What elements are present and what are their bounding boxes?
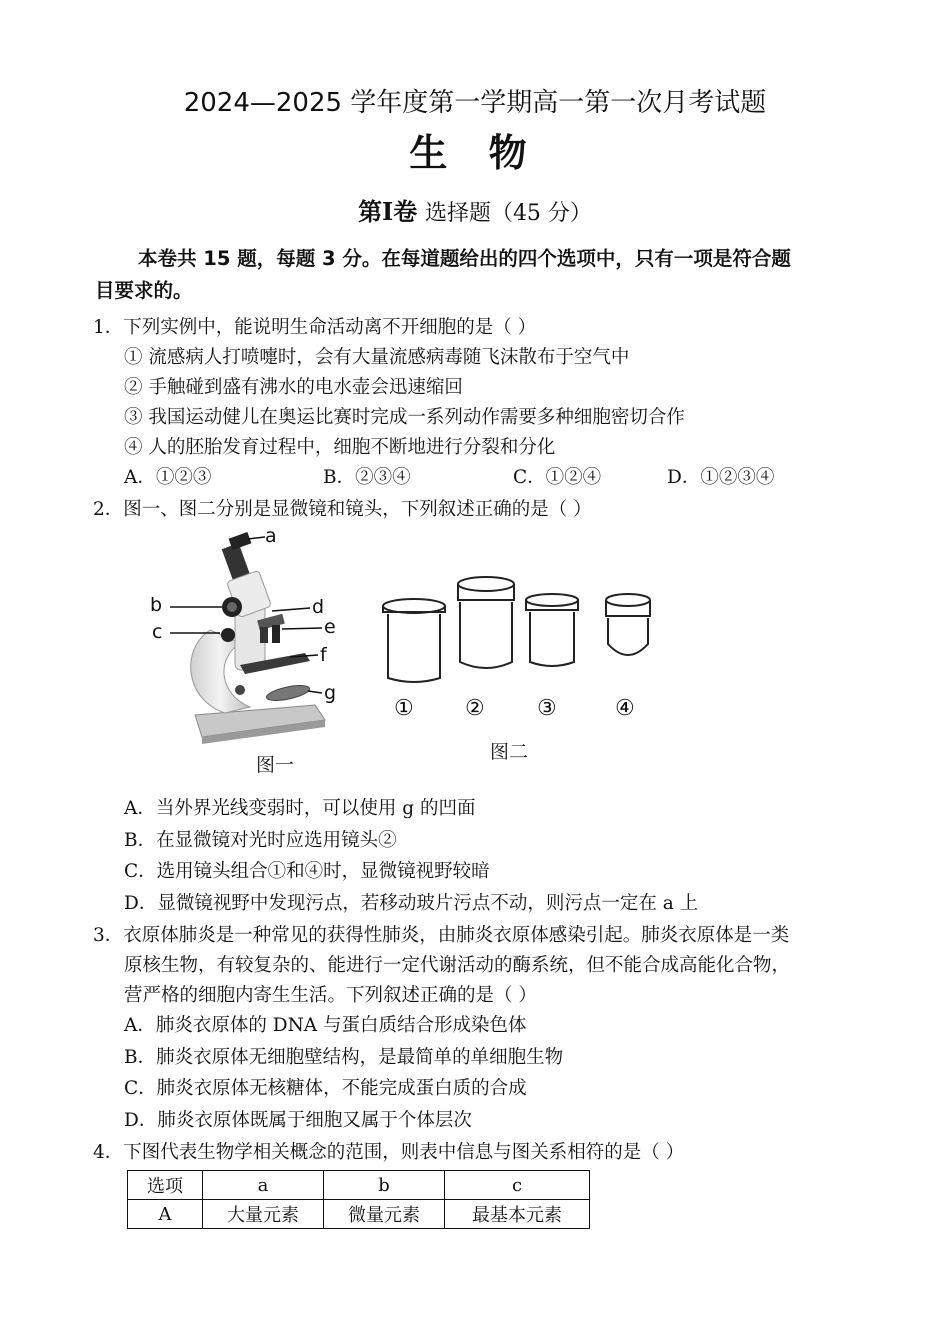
q1-option-d: D．①②③④ [667, 467, 775, 488]
table-row [128, 1200, 590, 1229]
table-header-cell: b [324, 1171, 445, 1200]
q1-option-c: C．①②④ [513, 467, 602, 488]
q3-stem-line3: 营严格的细胞内寄生生活。下列叙述正确的是（ ） [124, 985, 537, 1006]
lenses-illustration [370, 570, 670, 695]
q2-option-b: B．在显微镜对光时应选用镜头② [124, 830, 397, 851]
section-desc: 选择题（45 分） [424, 201, 592, 226]
table-header-cell: 选项 [128, 1171, 203, 1200]
section-label: 第Ⅰ卷 [358, 197, 418, 226]
table-cell: 微量元素 [324, 1200, 445, 1229]
subject-title: 生 物 [409, 130, 541, 175]
fig2-label-4: ④ [615, 696, 635, 721]
fig2-label-2: ② [465, 696, 485, 721]
q3-option-c: C．肺炎衣原体无核糖体，不能完成蛋白质的合成 [124, 1078, 527, 1099]
q4-stem: 4．下图代表生物学相关概念的范围，则表中信息与图关系相符的是（ ） [93, 1142, 685, 1163]
fig2-caption: 图二 [490, 741, 529, 763]
q1-option-b: B．②③④ [323, 467, 411, 488]
q2-option-d: D．显微镜视野中发现污点，若移动玻片污点不动，则污点一定在 a 上 [124, 893, 699, 914]
q2-stem: 2．图一、图二分别是显微镜和镜头，下列叙述正确的是（ ） [93, 499, 592, 520]
fig1-label-a: a [265, 525, 277, 547]
lenses-figure [370, 570, 670, 695]
fig1-label-e: e [324, 616, 336, 638]
table-header-cell: a [203, 1171, 324, 1200]
fig1-label-c: c [152, 621, 163, 643]
q2-option-a: A．当外界光线变弱时，可以使用 g 的凹面 [124, 798, 476, 819]
table-cell: 大量元素 [203, 1200, 324, 1229]
table-cell: A [128, 1200, 203, 1229]
microscope-illustration [140, 525, 355, 750]
table-header-row [128, 1171, 590, 1200]
q1-option-a: A．①②③ [124, 467, 212, 488]
q1-item: ③ 我国运动健儿在奥运比赛时完成一系列动作需要多种细胞密切合作 [124, 407, 685, 428]
q3-stem-line2: 原核生物，有较复杂的、能进行一定代谢活动的酶系统，但不能合成高能化合物， [124, 955, 791, 976]
microscope-figure [140, 525, 355, 750]
instructions-line1: 本卷共 15 题，每题 3 分。在每道题给出的四个选项中，只有一项是符合题 [138, 247, 791, 270]
fig1-caption: 图一 [256, 754, 295, 776]
exam-title: 2024—2025 学年度第一学期高一第一次月考试题 [183, 88, 767, 118]
section-heading [0, 192, 950, 227]
q1-item: ① 流感病人打喷嚏时，会有大量流感病毒随飞沫散布于空气中 [124, 347, 630, 368]
q1-item: ④ 人的胚胎发育过程中，细胞不断地进行分裂和分化 [124, 437, 556, 458]
fig2-label-3: ③ [537, 696, 557, 721]
q3-option-b: B．肺炎衣原体无细胞壁结构，是最简单的单细胞生物 [124, 1047, 564, 1068]
fig2-label-1: ① [394, 696, 414, 721]
fig1-label-f: f [320, 644, 327, 666]
fig1-label-g: g [324, 682, 337, 704]
fig1-label-b: b [150, 594, 163, 616]
q1-item: ② 手触碰到盛有沸水的电水壶会迅速缩回 [124, 377, 463, 398]
q3-option-a: A．肺炎衣原体的 DNA 与蛋白质结合形成染色体 [124, 1015, 527, 1036]
q2-option-c: C．选用镜头组合①和④时，显微镜视野较暗 [124, 861, 490, 882]
fig1-label-d: d [312, 596, 325, 618]
instructions-line2: 目要求的。 [95, 279, 193, 302]
q3-stem-line1: 3．衣原体肺炎是一种常见的获得性肺炎，由肺炎衣原体感染引起。肺炎衣原体是一类 [93, 925, 790, 946]
q1-stem: 1．下列实例中，能说明生命活动离不开细胞的是（ ） [93, 317, 537, 338]
q4-table [127, 1170, 590, 1229]
table-cell: 最基本元素 [445, 1200, 590, 1229]
table-header-cell: c [445, 1171, 590, 1200]
q3-option-d: D．肺炎衣原体既属于细胞又属于个体层次 [124, 1110, 472, 1131]
